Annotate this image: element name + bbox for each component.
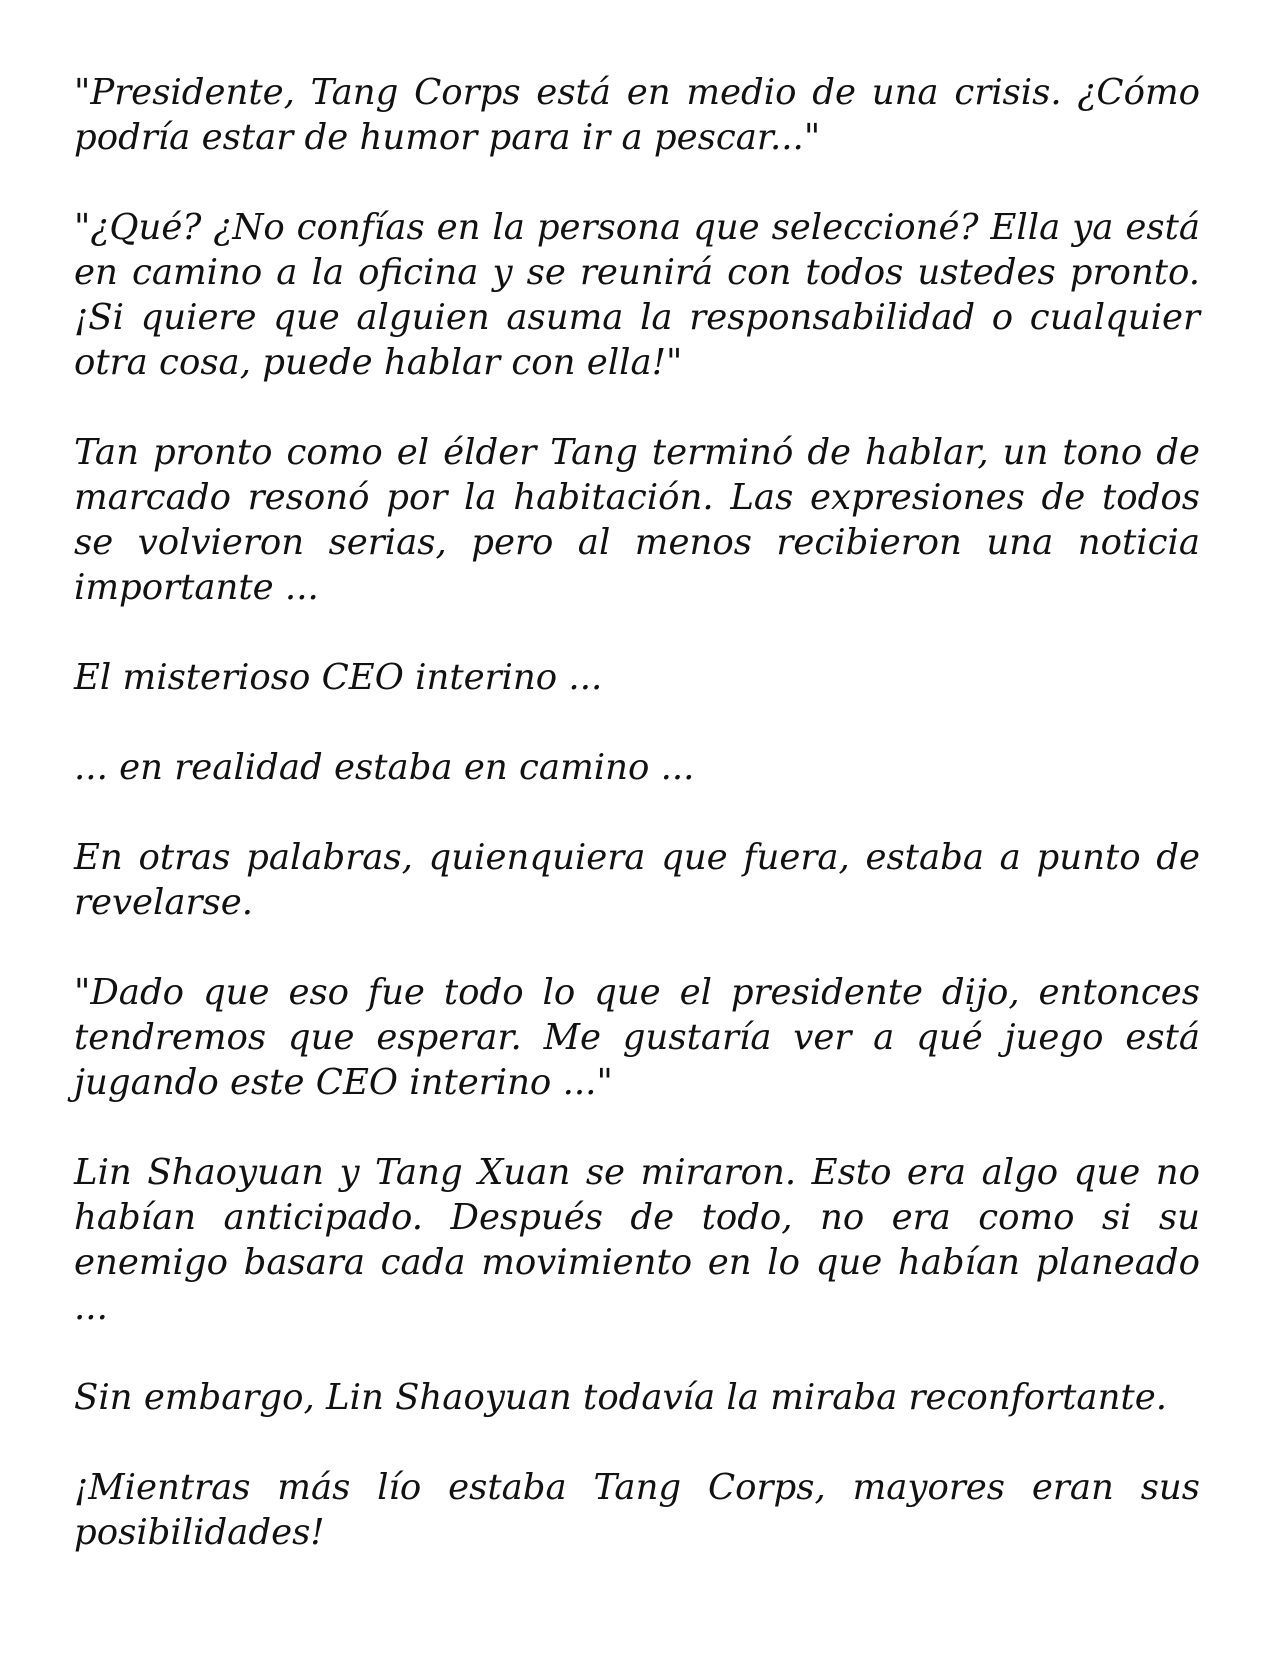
paragraph: ... en realidad estaba en camino ... <box>74 747 695 788</box>
paragraph: En otras palabras, quienquiera que fuera, estaba a punto de revelarse. <box>74 837 1200 923</box>
paragraph: Tan pronto como el élder Tang terminó de hablar, un tono de marcado resonó por la habitación. Las expresiones de todos se volvieron serias, pero al menos recibieron una noticia importante ... <box>74 432 1200 608</box>
paragraph: Lin Shaoyuan y Tang Xuan se miraron. Esto era algo que no habían anticipado. Después de todo, no era como si su enemigo basara cada movimiento en lo que habían planeado ... <box>74 1152 1200 1328</box>
paragraph: "¿Qué? ¿No confías en la persona que seleccioné? Ella ya está en camino a la oficina y se reunirá con todos ustedes pronto. ¡Si quiere que alguien asuma la responsabilidad o cualquier otra cosa, puede hablar con ella!" <box>74 207 1200 383</box>
paragraph: Sin embargo, Lin Shaoyuan todavía la miraba reconfortante. <box>74 1377 1167 1418</box>
paragraph: El misterioso CEO interino ... <box>74 657 603 698</box>
paragraph: "Presidente, Tang Corps está en medio de una crisis. ¿Cómo podría estar de humor para ir a pescar..." <box>74 72 1200 158</box>
paragraph: "Dado que eso fue todo lo que el presidente dijo, entonces tendremos que esperar. Me gustaría ver a qué juego está jugando este CEO interino ..." <box>74 972 1200 1103</box>
document-page <box>74 70 1200 1555</box>
paragraph: ¡Mientras más lío estaba Tang Corps, mayores eran sus posibilidades! <box>74 1467 1200 1553</box>
